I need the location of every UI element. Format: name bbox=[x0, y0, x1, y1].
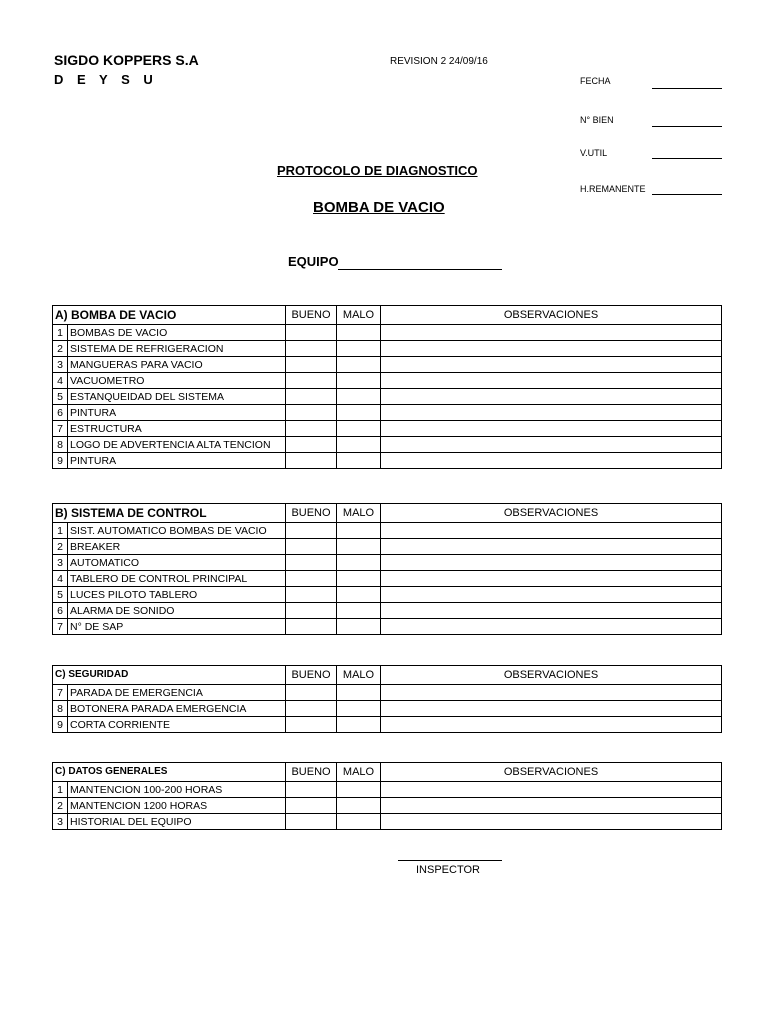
item-label: LOGO DE ADVERTENCIA ALTA TENCION bbox=[68, 437, 286, 453]
bueno-cell[interactable] bbox=[286, 717, 337, 733]
bueno-cell[interactable] bbox=[286, 555, 337, 571]
item-label: VACUOMETRO bbox=[68, 373, 286, 389]
bueno-cell[interactable] bbox=[286, 357, 337, 373]
malo-header: MALO bbox=[337, 504, 381, 523]
malo-cell[interactable] bbox=[337, 539, 381, 555]
item-label: N° DE SAP bbox=[68, 619, 286, 635]
item-label: LUCES PILOTO TABLERO bbox=[68, 587, 286, 603]
observaciones-cell[interactable] bbox=[381, 405, 722, 421]
malo-cell[interactable] bbox=[337, 555, 381, 571]
item-label: PINTURA bbox=[68, 453, 286, 469]
table-row bbox=[53, 685, 722, 701]
observaciones-cell[interactable] bbox=[381, 685, 722, 701]
malo-cell[interactable] bbox=[337, 341, 381, 357]
bueno-header: BUENO bbox=[286, 666, 337, 685]
section-title: C) SEGURIDAD bbox=[53, 666, 286, 685]
table-row bbox=[53, 341, 722, 357]
malo-cell[interactable] bbox=[337, 571, 381, 587]
section-title: A) BOMBA DE VACIO bbox=[53, 306, 286, 325]
item-label: ESTRUCTURA bbox=[68, 421, 286, 437]
table-row bbox=[53, 539, 722, 555]
item-label: HISTORIAL DEL EQUIPO bbox=[68, 814, 286, 830]
table-row bbox=[53, 523, 722, 539]
item-label: BOTONERA PARADA EMERGENCIA bbox=[68, 701, 286, 717]
hremanente-label: H.REMANENTE bbox=[580, 184, 646, 194]
bueno-cell[interactable] bbox=[286, 325, 337, 341]
section-title: B) SISTEMA DE CONTROL bbox=[53, 504, 286, 523]
observaciones-header: OBSERVACIONES bbox=[381, 306, 722, 325]
malo-cell[interactable] bbox=[337, 814, 381, 830]
item-number: 2 bbox=[53, 341, 68, 357]
bueno-cell[interactable] bbox=[286, 341, 337, 357]
bueno-cell[interactable] bbox=[286, 523, 337, 539]
table-row bbox=[53, 619, 722, 635]
table-row bbox=[53, 325, 722, 341]
item-number: 7 bbox=[53, 421, 68, 437]
bueno-cell[interactable] bbox=[286, 814, 337, 830]
bueno-cell[interactable] bbox=[286, 619, 337, 635]
inspector-label: INSPECTOR bbox=[416, 864, 480, 876]
observaciones-cell[interactable] bbox=[381, 571, 722, 587]
item-number: 9 bbox=[53, 717, 68, 733]
nbien-label: N° BIEN bbox=[580, 115, 614, 125]
malo-cell[interactable] bbox=[337, 325, 381, 341]
item-number: 6 bbox=[53, 603, 68, 619]
table-row bbox=[53, 782, 722, 798]
item-number: 9 bbox=[53, 453, 68, 469]
observaciones-cell[interactable] bbox=[381, 717, 722, 733]
section-header-row bbox=[53, 763, 722, 782]
observaciones-cell[interactable] bbox=[381, 555, 722, 571]
item-number: 7 bbox=[53, 619, 68, 635]
malo-cell[interactable] bbox=[337, 373, 381, 389]
item-number: 3 bbox=[53, 555, 68, 571]
malo-cell[interactable] bbox=[337, 603, 381, 619]
item-label: SISTEMA DE REFRIGERACION bbox=[68, 341, 286, 357]
table-row bbox=[53, 373, 722, 389]
item-number: 2 bbox=[53, 798, 68, 814]
observaciones-cell[interactable] bbox=[381, 701, 722, 717]
document-subtitle: BOMBA DE VACIO bbox=[313, 199, 445, 216]
section-seguridad-table bbox=[52, 665, 722, 733]
section-sistema-de-control-table bbox=[52, 503, 722, 635]
observaciones-cell[interactable] bbox=[381, 603, 722, 619]
item-number: 2 bbox=[53, 539, 68, 555]
malo-cell[interactable] bbox=[337, 405, 381, 421]
observaciones-cell[interactable] bbox=[381, 539, 722, 555]
bueno-cell[interactable] bbox=[286, 798, 337, 814]
malo-cell[interactable] bbox=[337, 523, 381, 539]
observaciones-cell[interactable] bbox=[381, 523, 722, 539]
hremanente-line bbox=[652, 194, 722, 195]
observaciones-cell[interactable] bbox=[381, 587, 722, 603]
nbien-line bbox=[652, 126, 722, 127]
section-header-row bbox=[53, 504, 722, 523]
section-title: C) DATOS GENERALES bbox=[53, 763, 286, 782]
bueno-header: BUENO bbox=[286, 763, 337, 782]
item-label: AUTOMATICO bbox=[68, 555, 286, 571]
table-row bbox=[53, 717, 722, 733]
item-label: ALARMA DE SONIDO bbox=[68, 603, 286, 619]
observaciones-cell[interactable] bbox=[381, 389, 722, 405]
item-label: MANTENCION 1200 HORAS bbox=[68, 798, 286, 814]
bueno-cell[interactable] bbox=[286, 405, 337, 421]
item-number: 8 bbox=[53, 701, 68, 717]
item-label: MANGUERAS PARA VACIO bbox=[68, 357, 286, 373]
equipo-label: EQUIPO bbox=[288, 254, 339, 269]
bueno-cell[interactable] bbox=[286, 539, 337, 555]
section-datos-generales-table bbox=[52, 762, 722, 830]
item-label: SIST. AUTOMATICO BOMBAS DE VACIO bbox=[68, 523, 286, 539]
table-row bbox=[53, 701, 722, 717]
table-row bbox=[53, 814, 722, 830]
fecha-line bbox=[652, 88, 722, 89]
bueno-cell[interactable] bbox=[286, 373, 337, 389]
table-row bbox=[53, 571, 722, 587]
observaciones-header: OBSERVACIONES bbox=[381, 666, 722, 685]
bueno-cell[interactable] bbox=[286, 603, 337, 619]
bueno-header: BUENO bbox=[286, 306, 337, 325]
item-label: BOMBAS DE VACIO bbox=[68, 325, 286, 341]
item-label: BREAKER bbox=[68, 539, 286, 555]
item-number: 5 bbox=[53, 587, 68, 603]
item-number: 3 bbox=[53, 357, 68, 373]
malo-cell[interactable] bbox=[337, 782, 381, 798]
malo-cell[interactable] bbox=[337, 421, 381, 437]
bueno-cell[interactable] bbox=[286, 587, 337, 603]
fecha-label: FECHA bbox=[580, 76, 611, 86]
section-header-row bbox=[53, 306, 722, 325]
brand-name: D E Y S U bbox=[54, 72, 158, 87]
signature-line bbox=[398, 860, 502, 861]
malo-cell[interactable] bbox=[337, 798, 381, 814]
bueno-cell[interactable] bbox=[286, 437, 337, 453]
item-number: 3 bbox=[53, 814, 68, 830]
table-row bbox=[53, 587, 722, 603]
malo-header: MALO bbox=[337, 306, 381, 325]
bueno-cell[interactable] bbox=[286, 782, 337, 798]
observaciones-cell[interactable] bbox=[381, 814, 722, 830]
malo-cell[interactable] bbox=[337, 453, 381, 469]
item-number: 1 bbox=[53, 782, 68, 798]
item-label: TABLERO DE CONTROL PRINCIPAL bbox=[68, 571, 286, 587]
observaciones-cell[interactable] bbox=[381, 325, 722, 341]
table-row bbox=[53, 357, 722, 373]
table-row bbox=[53, 437, 722, 453]
malo-cell[interactable] bbox=[337, 389, 381, 405]
observaciones-cell[interactable] bbox=[381, 373, 722, 389]
revision-label: REVISION 2 24/09/16 bbox=[390, 56, 488, 67]
malo-cell[interactable] bbox=[337, 437, 381, 453]
vutil-line bbox=[652, 158, 722, 159]
section-header-row bbox=[53, 666, 722, 685]
vutil-label: V.UTIL bbox=[580, 148, 608, 158]
item-label: CORTA CORRIENTE bbox=[68, 717, 286, 733]
item-number: 4 bbox=[53, 373, 68, 389]
malo-header: MALO bbox=[337, 763, 381, 782]
table-row bbox=[53, 798, 722, 814]
table-row bbox=[53, 389, 722, 405]
bueno-cell[interactable] bbox=[286, 453, 337, 469]
observaciones-cell[interactable] bbox=[381, 453, 722, 469]
item-label: MANTENCION 100-200 HORAS bbox=[68, 782, 286, 798]
observaciones-cell[interactable] bbox=[381, 619, 722, 635]
item-number: 7 bbox=[53, 685, 68, 701]
item-number: 5 bbox=[53, 389, 68, 405]
malo-cell[interactable] bbox=[337, 717, 381, 733]
item-label: ESTANQUEIDAD DEL SISTEMA bbox=[68, 389, 286, 405]
section-bomba-de-vacio-table bbox=[52, 305, 722, 469]
observaciones-header: OBSERVACIONES bbox=[381, 763, 722, 782]
document-title: PROTOCOLO DE DIAGNOSTICO bbox=[277, 163, 478, 178]
table-row bbox=[53, 603, 722, 619]
bueno-cell[interactable] bbox=[286, 701, 337, 717]
bueno-cell[interactable] bbox=[286, 389, 337, 405]
observaciones-cell[interactable] bbox=[381, 341, 722, 357]
bueno-cell[interactable] bbox=[286, 421, 337, 437]
item-number: 1 bbox=[53, 325, 68, 341]
malo-cell[interactable] bbox=[337, 685, 381, 701]
observaciones-cell[interactable] bbox=[381, 421, 722, 437]
table-row bbox=[53, 421, 722, 437]
bueno-cell[interactable] bbox=[286, 685, 337, 701]
item-number: 6 bbox=[53, 405, 68, 421]
company-name: SIGDO KOPPERS S.A bbox=[54, 52, 199, 68]
table-row bbox=[53, 555, 722, 571]
malo-cell[interactable] bbox=[337, 619, 381, 635]
table-row bbox=[53, 405, 722, 421]
observaciones-cell[interactable] bbox=[381, 782, 722, 798]
table-row bbox=[53, 453, 722, 469]
item-number: 4 bbox=[53, 571, 68, 587]
malo-cell[interactable] bbox=[337, 701, 381, 717]
bueno-cell[interactable] bbox=[286, 571, 337, 587]
malo-cell[interactable] bbox=[337, 587, 381, 603]
item-number: 1 bbox=[53, 523, 68, 539]
malo-header: MALO bbox=[337, 666, 381, 685]
observaciones-cell[interactable] bbox=[381, 437, 722, 453]
malo-cell[interactable] bbox=[337, 357, 381, 373]
item-label: PARADA DE EMERGENCIA bbox=[68, 685, 286, 701]
equipo-line bbox=[338, 269, 502, 270]
observaciones-cell[interactable] bbox=[381, 357, 722, 373]
item-label: PINTURA bbox=[68, 405, 286, 421]
observaciones-header: OBSERVACIONES bbox=[381, 504, 722, 523]
bueno-header: BUENO bbox=[286, 504, 337, 523]
observaciones-cell[interactable] bbox=[381, 798, 722, 814]
item-number: 8 bbox=[53, 437, 68, 453]
